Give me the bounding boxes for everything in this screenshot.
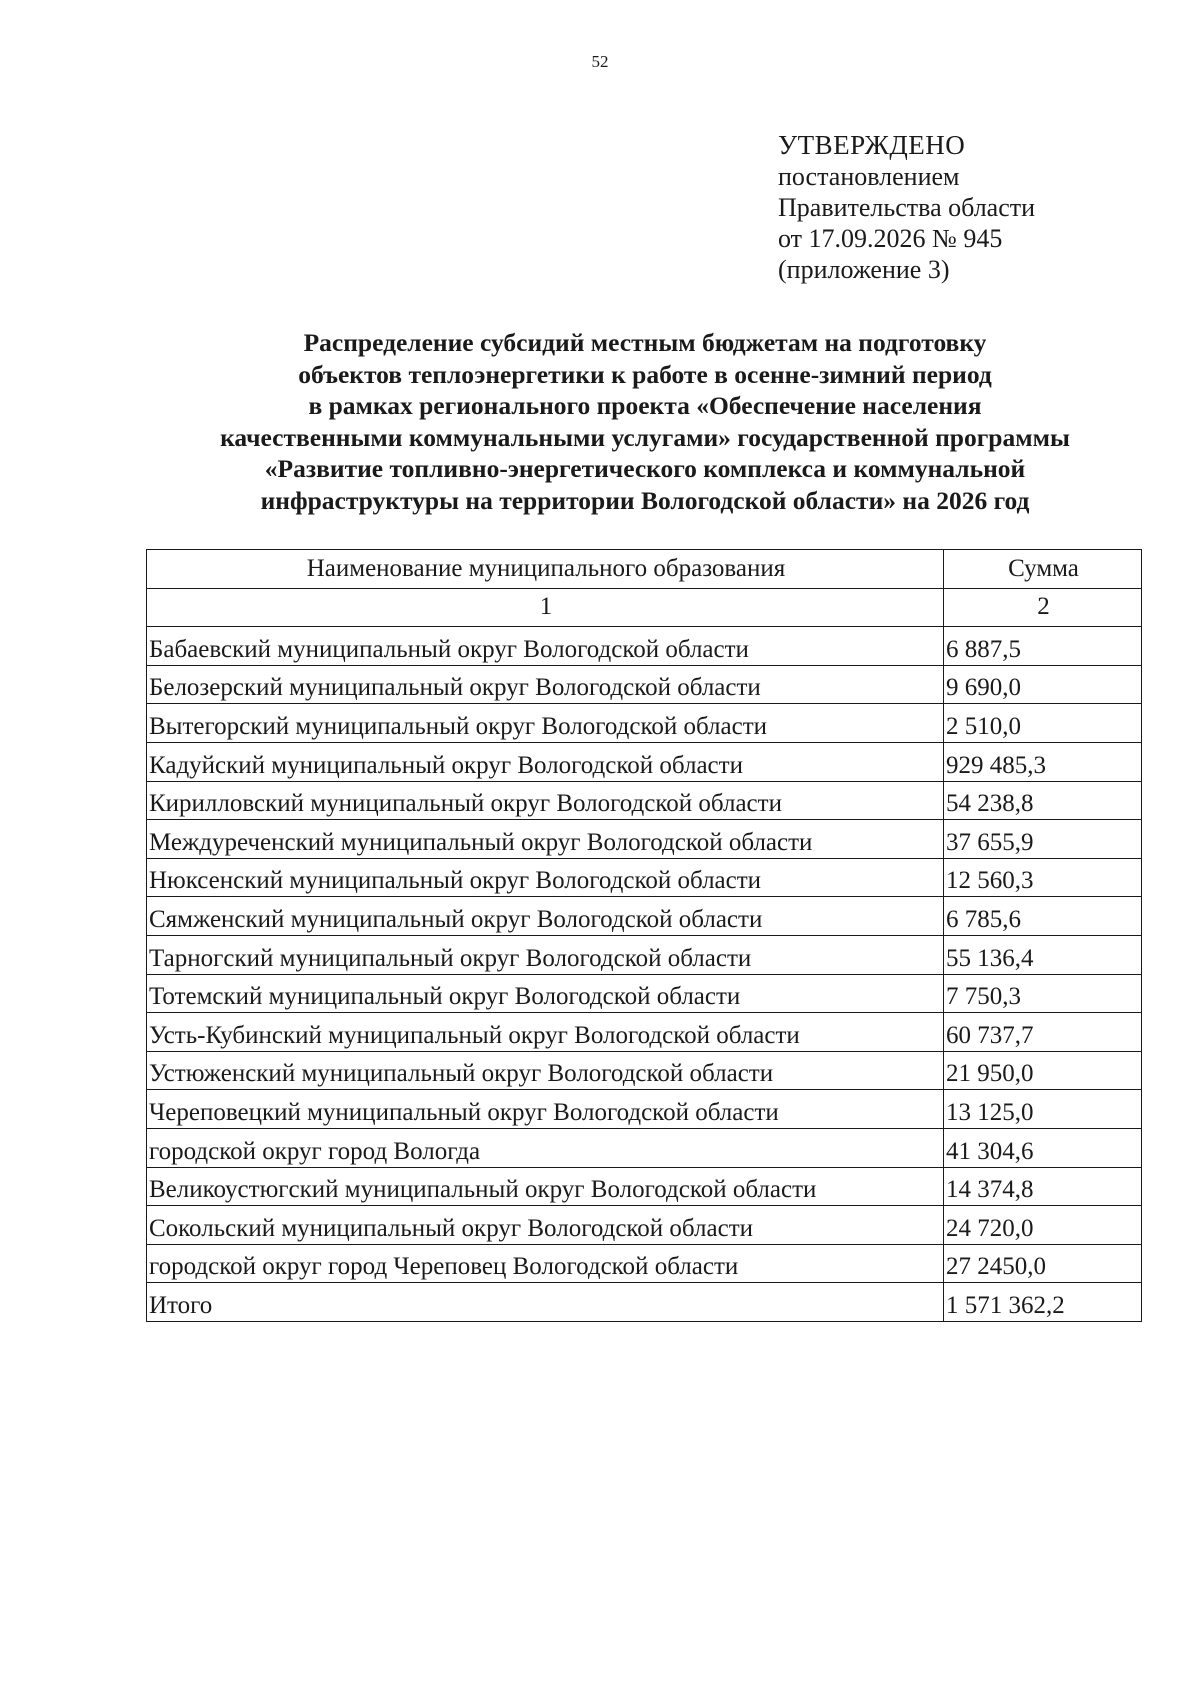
total-amount: 1 571 362,2 [944, 1283, 1142, 1322]
title-line: качественными коммунальными услугами» государственной программы [220, 422, 1070, 452]
subsidy-amount: 13 125,0 [944, 1090, 1142, 1129]
subsidy-amount: 37 655,9 [944, 820, 1142, 859]
subsidy-amount: 27 2450,0 [944, 1244, 1142, 1283]
table-row [147, 1013, 1142, 1052]
table-row [147, 897, 1142, 936]
subsidy-amount: 7 750,3 [944, 974, 1142, 1013]
table-row [147, 704, 1142, 743]
table-row [147, 974, 1142, 1013]
municipality-name: городской округ город Череповец Вологодской области [147, 1244, 944, 1283]
table-row [147, 1206, 1142, 1245]
subsidy-amount: 929 485,3 [944, 742, 1142, 781]
subsidy-amount: 6 785,6 [944, 897, 1142, 936]
subsidy-amount: 21 950,0 [944, 1051, 1142, 1090]
municipality-name: Тотемский муниципальный округ Вологодской области [147, 974, 944, 1013]
subsidy-amount: 2 510,0 [944, 704, 1142, 743]
approval-heading: УТВЕРЖДЕНО [778, 130, 966, 160]
title-line: «Развитие топливно-энергетического комплекса и коммунальной [264, 454, 1026, 483]
table-header-row [147, 550, 1142, 589]
subsidy-amount: 6 887,5 [944, 627, 1142, 666]
municipality-name: Устюженский муниципальный округ Вологодской области [147, 1051, 944, 1090]
municipality-name: Великоустюгский муниципальный округ Вологодской области [147, 1167, 944, 1206]
subsidy-amount: 55 136,4 [944, 935, 1142, 974]
municipality-name: Вытегорский муниципальный округ Вологодской области [147, 704, 944, 743]
table-row [147, 1244, 1142, 1283]
column-number-row [147, 588, 1142, 627]
municipality-name: Бабаевский муниципальный округ Вологодской области [147, 627, 944, 666]
municipality-name: Нюксенский муниципальный округ Вологодской области [147, 858, 944, 897]
municipality-name: Сямженский муниципальный округ Вологодской области [147, 897, 944, 936]
subsidy-amount: 54 238,8 [944, 781, 1142, 820]
table-row [147, 1090, 1142, 1129]
header-amount: Сумма [944, 550, 1142, 589]
municipality-name: Череповецкий муниципальный округ Вологодской области [147, 1090, 944, 1129]
title-line: инфраструктуры на территории Вологодской области» на 2026 год [260, 485, 1030, 515]
approval-line-government: Правительства области [778, 193, 1036, 222]
document-title [140, 327, 1150, 516]
municipality-name: Сокольский муниципальный округ Вологодской области [147, 1206, 944, 1245]
approval-stamp [778, 130, 1035, 285]
title-line: Распределение субсидий местным бюджетам на подготовку [303, 328, 987, 357]
total-row [147, 1283, 1142, 1322]
table-row [147, 742, 1142, 781]
table-row [147, 1128, 1142, 1167]
table-row [147, 1167, 1142, 1206]
subsidy-amount: 41 304,6 [944, 1128, 1142, 1167]
table-row [147, 1051, 1142, 1090]
approval-line-date-number: от 17.09.2026 № 945 [778, 224, 1003, 253]
table-row [147, 665, 1142, 704]
municipality-name: Тарногский муниципальный округ Вологодской области [147, 935, 944, 974]
municipality-name: Белозерский муниципальный округ Вологодской области [147, 665, 944, 704]
subsidy-amount: 24 720,0 [944, 1206, 1142, 1245]
column-number-2: 2 [944, 588, 1142, 627]
table-row [147, 820, 1142, 859]
municipality-name: Междуреченский муниципальный округ Вологодской области [147, 820, 944, 859]
municipality-name: Кадуйский муниципальный округ Вологодской области [147, 742, 944, 781]
subsidy-amount: 60 737,7 [944, 1013, 1142, 1052]
approval-line-appendix: (приложение 3) [778, 255, 950, 284]
subsidy-allocation-table [146, 549, 1142, 1322]
header-municipality: Наименование муниципального образования [147, 550, 944, 589]
municipality-name: Усть-Кубинский муниципальный округ Вологодской области [147, 1013, 944, 1052]
page-number: 52 [591, 52, 609, 71]
approval-line-resolution: постановлением [778, 162, 960, 191]
title-line: объектов теплоэнергетики к работе в осенне-зимний период [298, 359, 992, 389]
total-label: Итого [147, 1283, 944, 1322]
table-row [147, 627, 1142, 666]
table-row [147, 781, 1142, 820]
table-row [147, 935, 1142, 974]
subsidy-amount: 9 690,0 [944, 665, 1142, 704]
municipality-name: Кирилловский муниципальный округ Вологодской области [147, 781, 944, 820]
table-body [147, 627, 1142, 1283]
municipality-name: городской округ город Вологда [147, 1128, 944, 1167]
table-row [147, 858, 1142, 897]
subsidy-amount: 12 560,3 [944, 858, 1142, 897]
subsidy-amount: 14 374,8 [944, 1167, 1142, 1206]
column-number-1: 1 [147, 588, 944, 627]
title-line: в рамках регионального проекта «Обеспечение населения [308, 391, 982, 420]
